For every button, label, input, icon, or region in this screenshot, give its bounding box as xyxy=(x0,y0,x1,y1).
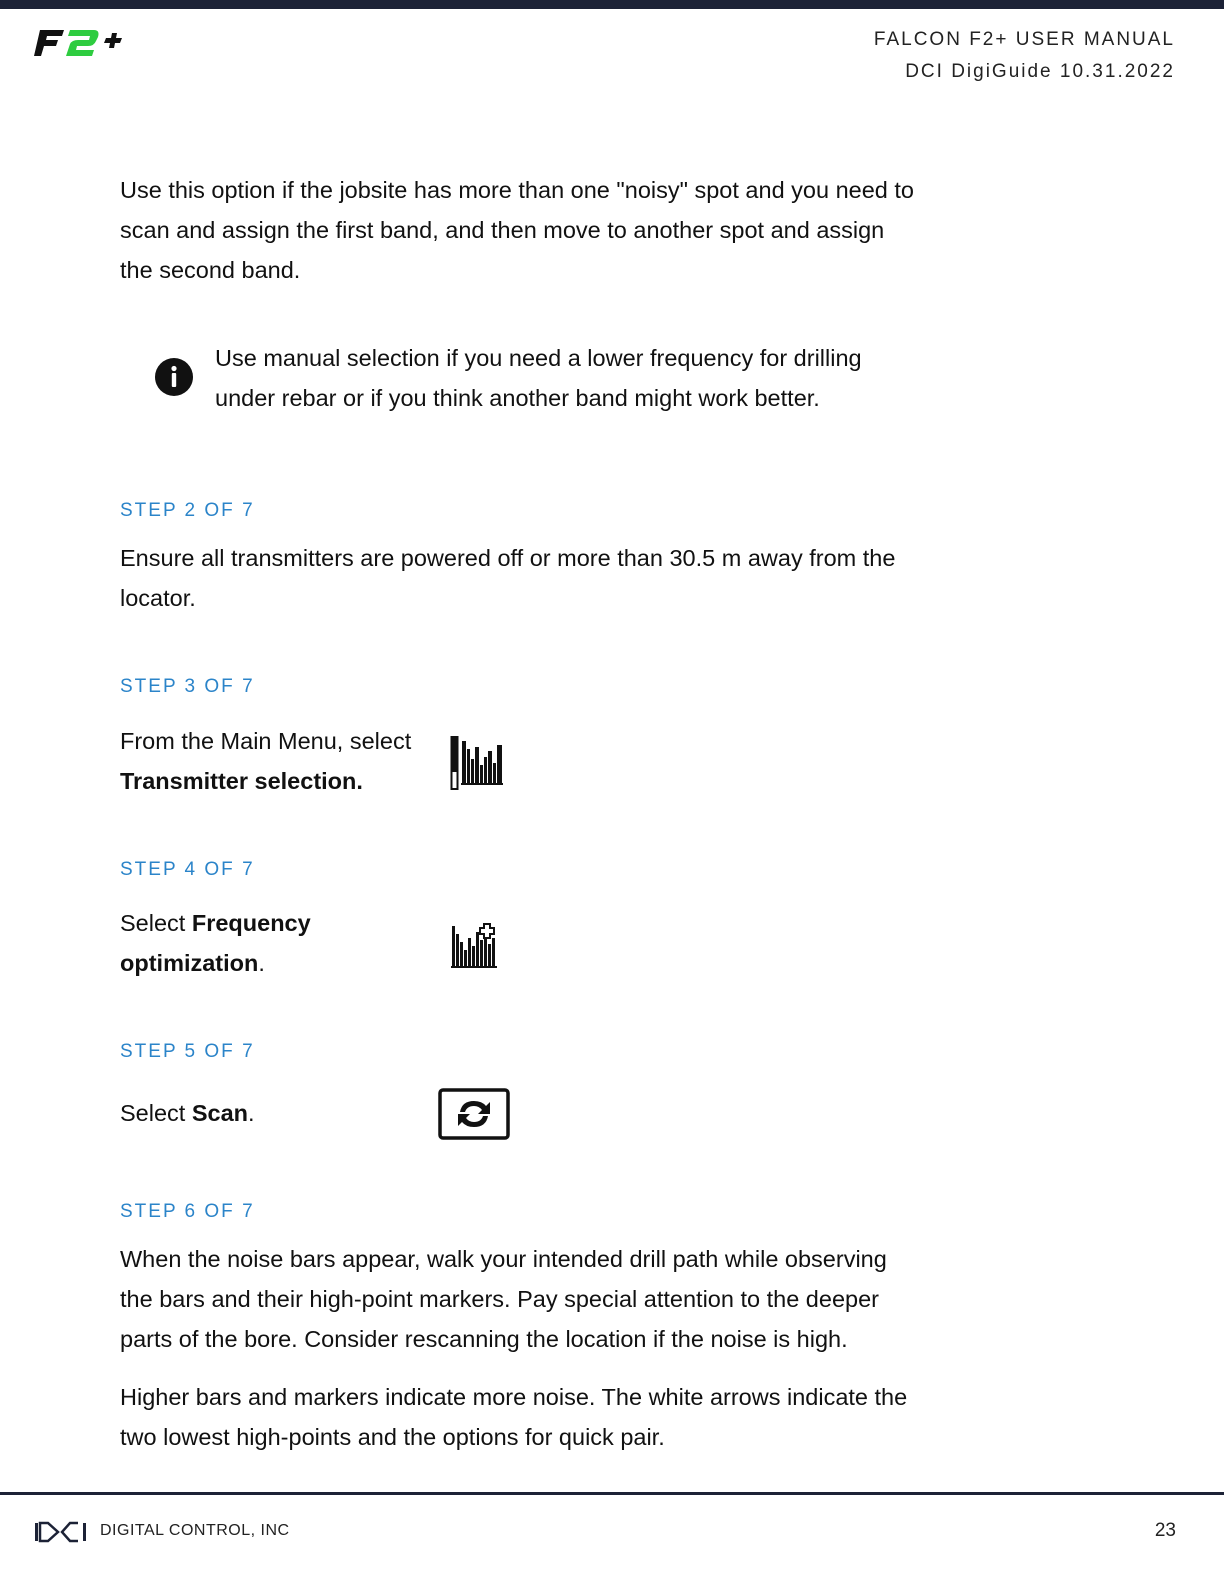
step-5-text-suffix: . xyxy=(248,1100,255,1126)
dci-logo xyxy=(34,1521,90,1543)
info-icon xyxy=(155,358,193,396)
footer-divider xyxy=(0,1492,1224,1495)
frequency-optimization-icon xyxy=(450,920,500,970)
step-3-label: STEP 3 OF 7 xyxy=(120,676,255,697)
document-header xyxy=(874,24,1175,88)
f2-plus-logo xyxy=(34,26,126,60)
step-3-text-prefix: From the Main Menu, select xyxy=(120,728,412,754)
step-6-paragraph-1: When the noise bars appear, walk your intended drill path while observing the bars and their high-point markers. Pay special attention to the deeper parts of the bore. Consider rescanning the location if the noise is high. xyxy=(120,1246,887,1352)
footer-company: DIGITAL CONTROL, INC xyxy=(100,1522,290,1539)
step-4-label: STEP 4 OF 7 xyxy=(120,859,255,880)
step-3-text-bold: Transmitter selection. xyxy=(120,768,363,794)
manual-title: FALCON F2+ USER MANUAL xyxy=(873,29,1175,50)
step-5-label: STEP 5 OF 7 xyxy=(120,1041,255,1062)
scan-icon xyxy=(438,1088,510,1140)
transmitter-selection-icon xyxy=(450,735,504,791)
top-bar xyxy=(0,0,1224,9)
step-5-text-prefix: Select xyxy=(120,1100,192,1126)
step-2-label: STEP 2 OF 7 xyxy=(120,500,255,521)
intro-paragraph: Use this option if the jobsite has more than one "noisy" spot and you need to scan and assign the first band, and then move to another spot and assign the second band. xyxy=(120,177,914,283)
info-note-text: Use manual selection if you need a lower frequency for drilling under rebar or if you think another band might work better. xyxy=(215,345,862,411)
step-4-text-prefix: Select xyxy=(120,910,192,936)
step-3-text xyxy=(120,721,420,801)
step-4-text-bold: Frequency optimization xyxy=(120,910,311,976)
step-4-text xyxy=(120,903,420,983)
step-5-text-bold: Scan xyxy=(191,1100,249,1126)
manual-subtitle: DCI DigiGuide 10.31.2022 xyxy=(905,61,1175,82)
step-6-label: STEP 6 OF 7 xyxy=(120,1201,255,1222)
step-6-paragraph-2: Higher bars and markers indicate more noise. The white arrows indicate the two lowest high-points and the options for quick pair. xyxy=(120,1384,908,1450)
page-number: 23 xyxy=(1154,1520,1176,1541)
step-5-text xyxy=(120,1093,420,1133)
step-2-text: Ensure all transmitters are powered off or more than 30.5 m away from the locator. xyxy=(120,545,896,611)
step-4-text-suffix: . xyxy=(258,950,265,976)
